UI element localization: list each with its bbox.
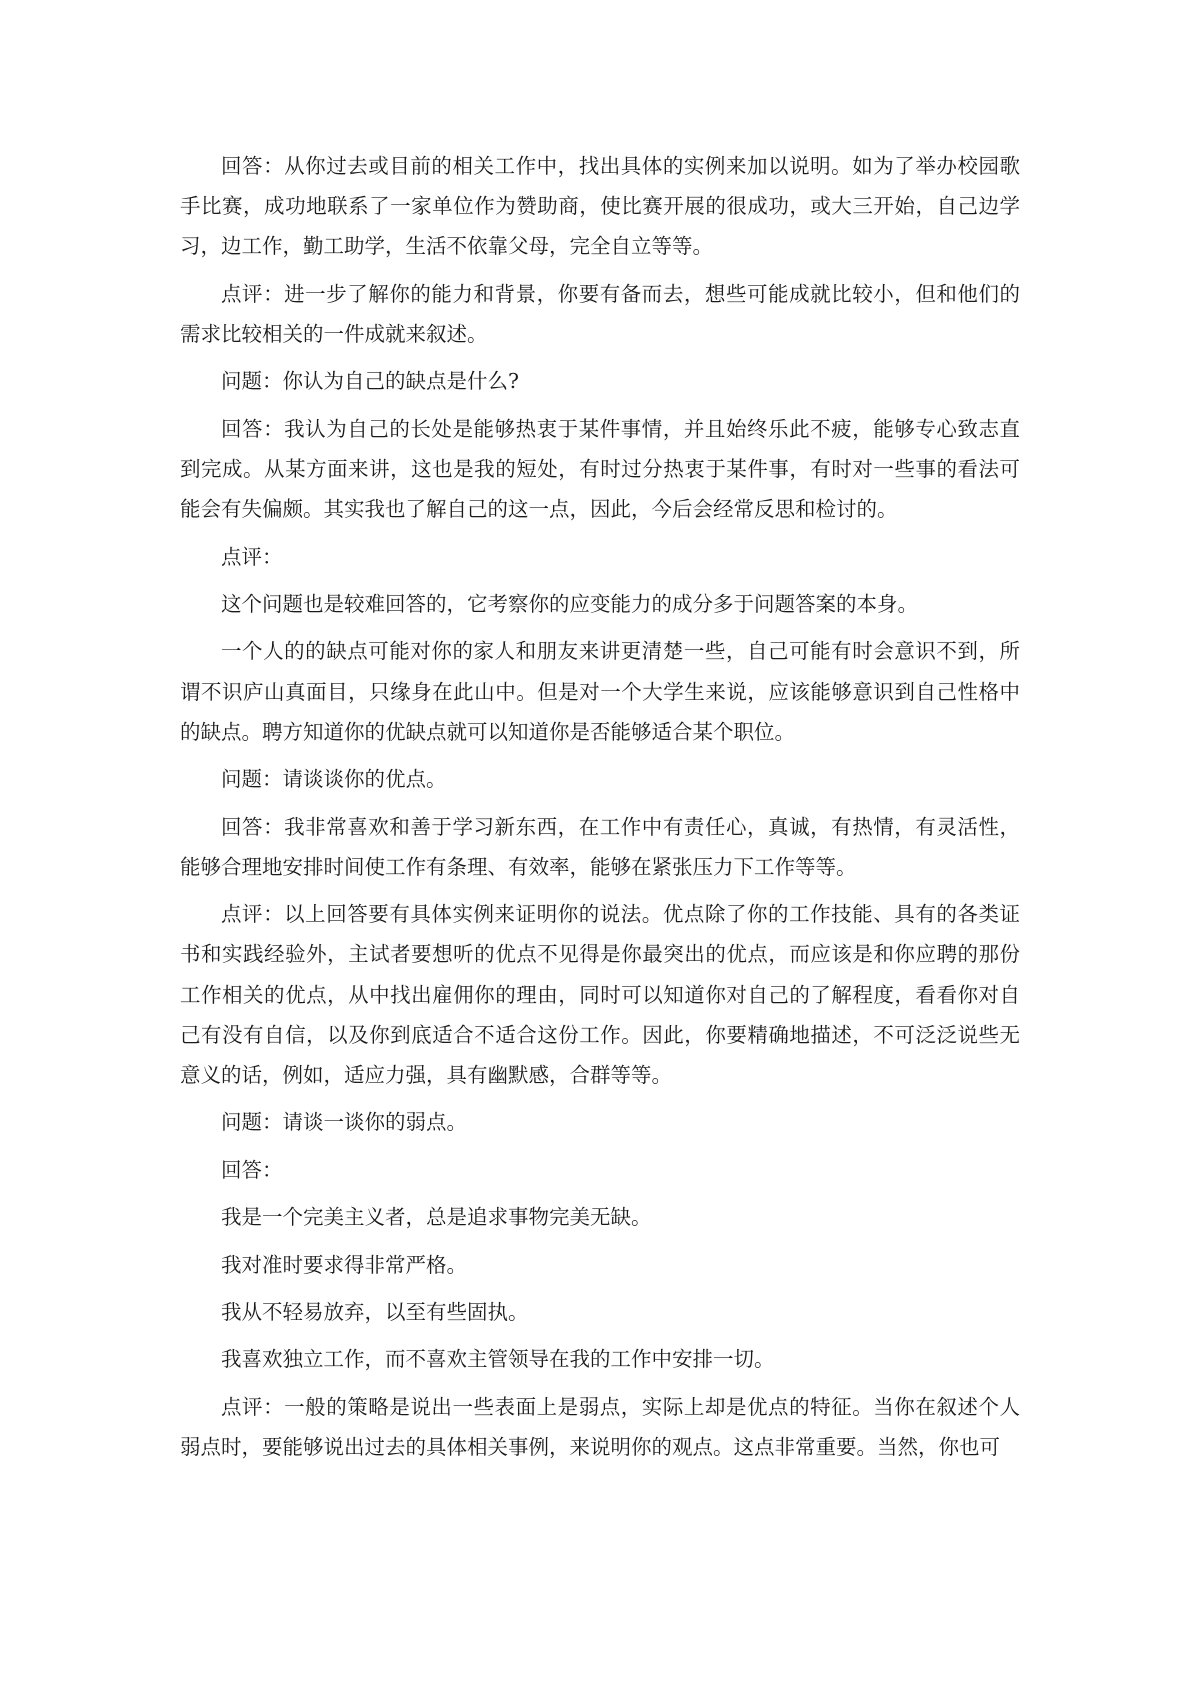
paragraph: 回答：我非常喜欢和善于学习新东西，在工作中有责任心，真诚，有热情，有灵活性，能够合理地安排时间使工作有条理、有效率，能够在紧张压力下工作等等。 — [180, 814, 1020, 879]
paragraph: 点评：一般的策略是说出一些表面上是弱点，实际上却是优点的特征。当你在叙述个人弱点时，要能够说出过去的具体相关事例，来说明你的观点。这点非常重要。当然，你也可 — [180, 1394, 1020, 1459]
paragraph: 一个人的的缺点可能对你的家人和朋友来讲更清楚一些，自己可能有时会意识不到，所谓不识庐山真面目，只缘身在此山中。但是对一个大学生来说，应该能够意识到自己性格中的缺点。聘方知道你的优缺点就可以知道你是否能够适合某个职位。 — [180, 639, 1020, 744]
paragraph: 回答：从你过去或目前的相关工作中，找出具体的实例来加以说明。如为了举办校园歌手比赛，成功地联系了一家单位作为赞助商，使比赛开展的很成功，或大三开始，自己边学习，边工作，勤工助学，生活不依靠父母，完全自立等等。 — [180, 154, 1020, 259]
paragraph: 我对准时要求得非常严格。 — [221, 1252, 467, 1277]
document-body — [180, 146, 1020, 1474]
paragraph: 这个问题也是较难回答的，它考察你的应变能力的成分多于问题答案的本身。 — [221, 591, 918, 616]
paragraph: 问题：请谈一谈你的弱点。 — [221, 1110, 467, 1135]
paragraph: 回答： — [221, 1157, 283, 1182]
paragraph: 我喜欢独立工作，而不喜欢主管领导在我的工作中安排一切。 — [221, 1347, 775, 1372]
paragraph: 我从不轻易放弃，以至有些固执。 — [221, 1299, 529, 1324]
paragraph: 点评： — [221, 544, 283, 569]
paragraph: 点评：以上回答要有具体实例来证明你的说法。优点除了你的工作技能、具有的各类证书和实践经验外，主试者要想听的优点不见得是你最突出的优点，而应该是和你应聘的那份工作相关的优点，从中找出雇佣你的理由，同时可以知道你对自己的了解程度，看看你对自己有没有自信，以及你到底适合不适合这份工作。因此，你要精确地描述，不可泛泛说些无意义的话，例如，适应力强，具有幽默感，合群等等。 — [180, 902, 1020, 1087]
paragraph: 问题：请谈谈你的优点。 — [221, 767, 447, 792]
paragraph: 回答：我认为自己的长处是能够热衷于某件事情，并且始终乐此不疲，能够专心致志直到完成。从某方面来讲，这也是我的短处，有时过分热衷于某件事，有时对一些事的看法可能会有失偏颇。其实我也了解自己的这一点，因此，今后会经常反思和检讨的。 — [180, 416, 1020, 522]
paragraph: 点评：进一步了解你的能力和背景，你要有备而去，想些可能成就比较小，但和他们的需求比较相关的一件成就来叙述。 — [180, 281, 1020, 346]
paragraph: 我是一个完美主义者，总是追求事物完美无缺。 — [221, 1205, 652, 1230]
paragraph: 问题：你认为自己的缺点是什么? — [221, 369, 519, 394]
